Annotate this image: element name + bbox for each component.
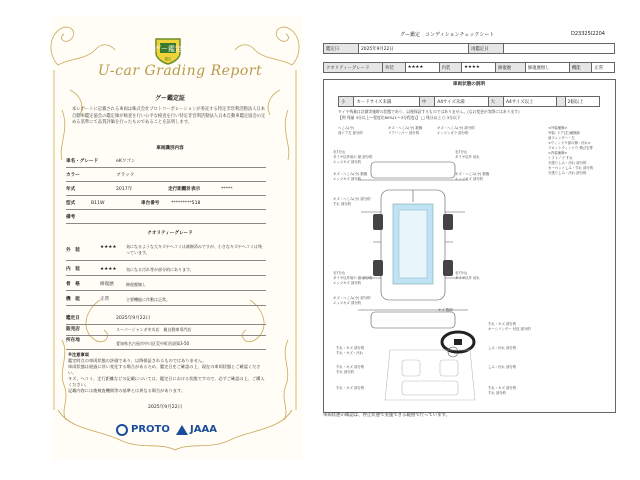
vehicle-row-label: カラー — [66, 173, 80, 178]
part-annotation: すれ・キズ 部分的 すれ 部分的 — [488, 386, 517, 395]
quality-row-grade: 正常 — [100, 297, 110, 302]
vehicle-row-value: eKワゴン — [116, 159, 136, 164]
grade-item-value: ★★★★ — [405, 63, 439, 73]
jaaa-logo-text: JAAA — [190, 424, 217, 435]
part-annotation: キズ・へこみ(小) 部分的 すれ 部分的 — [333, 197, 371, 206]
quality-row-desc: 気になる汚れ等が部分的にあります。 — [126, 267, 194, 272]
grade-label: クオリティーグレード — [324, 63, 383, 73]
proto-logo-text: PROTO — [131, 424, 170, 435]
grade-item-label: 内装 — [439, 63, 462, 73]
certificate-intro: 本レポートに記載される車両は株式会社プロトコーポレーションが委託する特定非営利活動法人日本自動車鑑定協会の鑑定師が検査を行い公平な検査を行い特定非営利活動法人日本自動車鑑定協会の定める基準にて品質評価を行ったものであることを証明します。 — [72, 107, 266, 125]
size-cell: 2個以上 — [565, 97, 600, 107]
issue-row-value: スーパージャンボ中川店 親自動車専門店 — [116, 327, 192, 332]
part-annotation: 毛7分山 タイヤ以外前の 最 部分的 エッジキズ 部分的 — [333, 150, 373, 164]
vehicle-row-label2: 車台番号 — [141, 201, 160, 206]
ornamental-frame — [40, 10, 310, 470]
vehicle-row-value2: ***** — [221, 187, 233, 192]
part-annotation: キズ・へこみ(小) 部分的 エンジンガラ 部分的 — [437, 126, 475, 135]
jaaa-logo-icon — [176, 425, 188, 435]
vehicle-row-value: ブラック — [116, 173, 135, 178]
part-annotation: 毛7分山 タイヤ以外 切れ — [455, 271, 480, 280]
interior-diagram — [380, 345, 480, 405]
notes-title: ※注意事項 — [68, 352, 89, 357]
sheet-footer: 車両状態の確認は、停止状態で実施できる範囲で行っています。 — [323, 413, 450, 418]
reinspect-value — [504, 44, 615, 54]
part-annotation: キズ・へこみ(小) 数個 エッジキズ 部分的 — [455, 172, 490, 181]
vehicle-row-label: 備考 — [66, 215, 76, 220]
vehicle-row-label: 年式 — [66, 187, 76, 192]
quality-row-label: 内 装 — [66, 267, 80, 272]
size-cell — [557, 97, 565, 107]
part-annotation-summary: <外装補修> 外装: ドア(左)補修跡 前フェンダー・左 <ウィンドウ部の傷・汚れ> フロントウィンドウ 飛び石等 <内装補修> シフトノブ すれ 天張りしみ・汚れ 部分的 カーペットしみ・すれ 部分的 天張りしみ・汚れ 部分的 — [548, 126, 594, 175]
note-item: 記載内容には後検査機関等の基準とは異なる場合があります。 — [68, 388, 185, 393]
quality-row-label: 骨 格 — [66, 282, 80, 287]
part-annotation: キズ・へこみ(小) 数個 エッジキズ 部分的 — [333, 172, 368, 181]
proto-logo-icon — [116, 424, 128, 436]
issue-row-label: 所在地 — [66, 338, 80, 343]
legend-note-2: 【例 残量 3分以上～程度比60%(1～3分程度)】 □ 残分以上 ○ 3分以下 — [338, 115, 461, 120]
grade-item-label: 修復歴 — [496, 63, 526, 73]
issue-row-value: 愛知県名古屋市中川区荒中町西須賀3-50 — [116, 341, 190, 346]
part-annotation: すれ・キズ 部分的 すれ・キズ・汚れ — [336, 346, 365, 355]
date-label: 鑑定日 — [324, 44, 359, 54]
vehicle-row-label2: 走行距離計表示 — [168, 187, 201, 192]
footer-date: 2025年9月22日 — [148, 405, 183, 410]
state-title: 車両状態の説明 — [452, 82, 486, 87]
grade-table — [323, 62, 615, 73]
quality-row-label: 機 能 — [66, 297, 80, 302]
part-annotation: すれ・キズ 部分的 キーシリンダー 付近 部分的 — [488, 322, 531, 331]
certificate-title: グー鑑定証 — [154, 95, 185, 102]
grade-item-value: 正常 — [592, 63, 615, 73]
quality-row-desc: 主要機能に作動は正常。 — [126, 297, 170, 302]
size-cell: 小 — [339, 97, 354, 107]
quality-row-stars: ★★★★ — [100, 245, 117, 250]
note-item: キズ、ヘコミ、走行距離などの記載については、鑑定日における状態ですので、必ずご確認の上、ご購入ください。 — [68, 376, 265, 387]
badge-sub: 鑑定 — [164, 57, 172, 61]
part-annotation: キズ・へこみ(小) 数個 リアバンパー 部分的 — [388, 126, 423, 135]
note-item: 車両状態は経過に伴い変化する場合があるため、鑑定日をご確認の上、現在の車両状態とご確認ください。 — [68, 364, 261, 375]
part-annotation: キズ 数個 — [438, 308, 453, 312]
reinspect-label: 再鑑定日 — [469, 44, 504, 54]
grade-item-label: 外装 — [383, 63, 406, 73]
part-annotation: 毛7分山 タイヤ以外 切れ — [455, 150, 480, 159]
vehicle-row-value: B11W — [91, 201, 105, 206]
size-cell: A4サイズ未満 — [435, 97, 488, 107]
legend-note-1: タイヤ残量は計測実施時の状態であり、以後保証するものではありません。(なお変更が実際にはあります) — [338, 109, 520, 114]
grade-item-value: ★★★★ — [462, 63, 496, 73]
size-cell: 大 — [488, 97, 503, 107]
grade-item-value: 修復歴無し — [525, 63, 569, 73]
badge-text: グー鑑定 — [154, 45, 182, 53]
part-annotation: キズ・へこみ(小) 部分的 エッジキズ 部分的 — [333, 296, 371, 305]
quality-row-label: 外 装 — [66, 248, 80, 253]
vehicle-row-label: 型式 — [66, 201, 76, 206]
vehicle-row — [66, 170, 266, 182]
vehicle-row-value: 2017年 — [116, 187, 133, 192]
part-annotation: すれ・キズ 部分的 すれ 部分的 — [336, 365, 365, 374]
issue-row — [66, 335, 266, 350]
issue-row-label: 販売店 — [66, 327, 80, 332]
vehicle-row — [66, 212, 266, 224]
quality-row-desc: 気になるような大キズやヘコミは補修済みですが、小さなキズやヘコミは残っています。 — [126, 244, 262, 255]
vehicle-row-value2: *********518 — [171, 201, 201, 206]
sheet-title: グー鑑定 コンディションチェックシート — [400, 32, 495, 38]
issue-row-label: 鑑定日 — [66, 316, 80, 321]
quality-row — [66, 279, 266, 291]
part-annotation: すれ・キズ 部分的 — [336, 386, 365, 390]
date-value: 2025年9月22日 — [359, 44, 469, 54]
size-cell: A4サイズ以上 — [504, 97, 557, 107]
notes-block — [68, 352, 268, 394]
size-cell: カードサイズ未満 — [354, 97, 419, 107]
vehicle-row — [66, 156, 266, 168]
vehicle-row — [66, 198, 266, 210]
sheet-code: D23325I2204 — [571, 31, 605, 37]
quality-row — [66, 294, 266, 306]
vehicle-section-title: 車両識別内容 — [156, 146, 184, 151]
quality-row — [66, 264, 266, 276]
certificate-script-title: U-car Grading Report — [97, 63, 263, 79]
footer-logos — [116, 423, 226, 439]
part-annotation: 毛7分山 タイヤ以外前の 最 部分的 エッジキズ 部分的 — [333, 271, 373, 285]
goo-kantei-badge-icon — [152, 33, 184, 65]
quality-row-grade: 修復歴 — [100, 282, 114, 287]
quality-row — [66, 243, 266, 261]
size-legend-table — [338, 96, 600, 107]
quality-row-stars: ★★★★ — [100, 267, 117, 272]
quality-section-title: クオリティーグレード — [147, 231, 193, 236]
vehicle-row-label: 車名・グレード — [66, 159, 99, 164]
note-item: 鑑定時点の車両状態の評価であり、以降保証されるものではありません。 — [68, 358, 207, 363]
size-cell: 中 — [419, 97, 434, 107]
quality-row-desc: 修復歴無し — [126, 282, 146, 287]
issue-row-value: 2025年9月22日 — [116, 316, 151, 321]
grade-item-label: 機能 — [569, 63, 592, 73]
part-annotation: へこみ(小) 前ドア左 部分的 — [338, 126, 363, 135]
date-table — [323, 43, 615, 54]
part-annotation: しみ・汚れ 部分的 — [488, 365, 517, 369]
part-annotation: しみ・汚れ 部分的 — [488, 346, 517, 350]
vehicle-row — [66, 184, 266, 196]
